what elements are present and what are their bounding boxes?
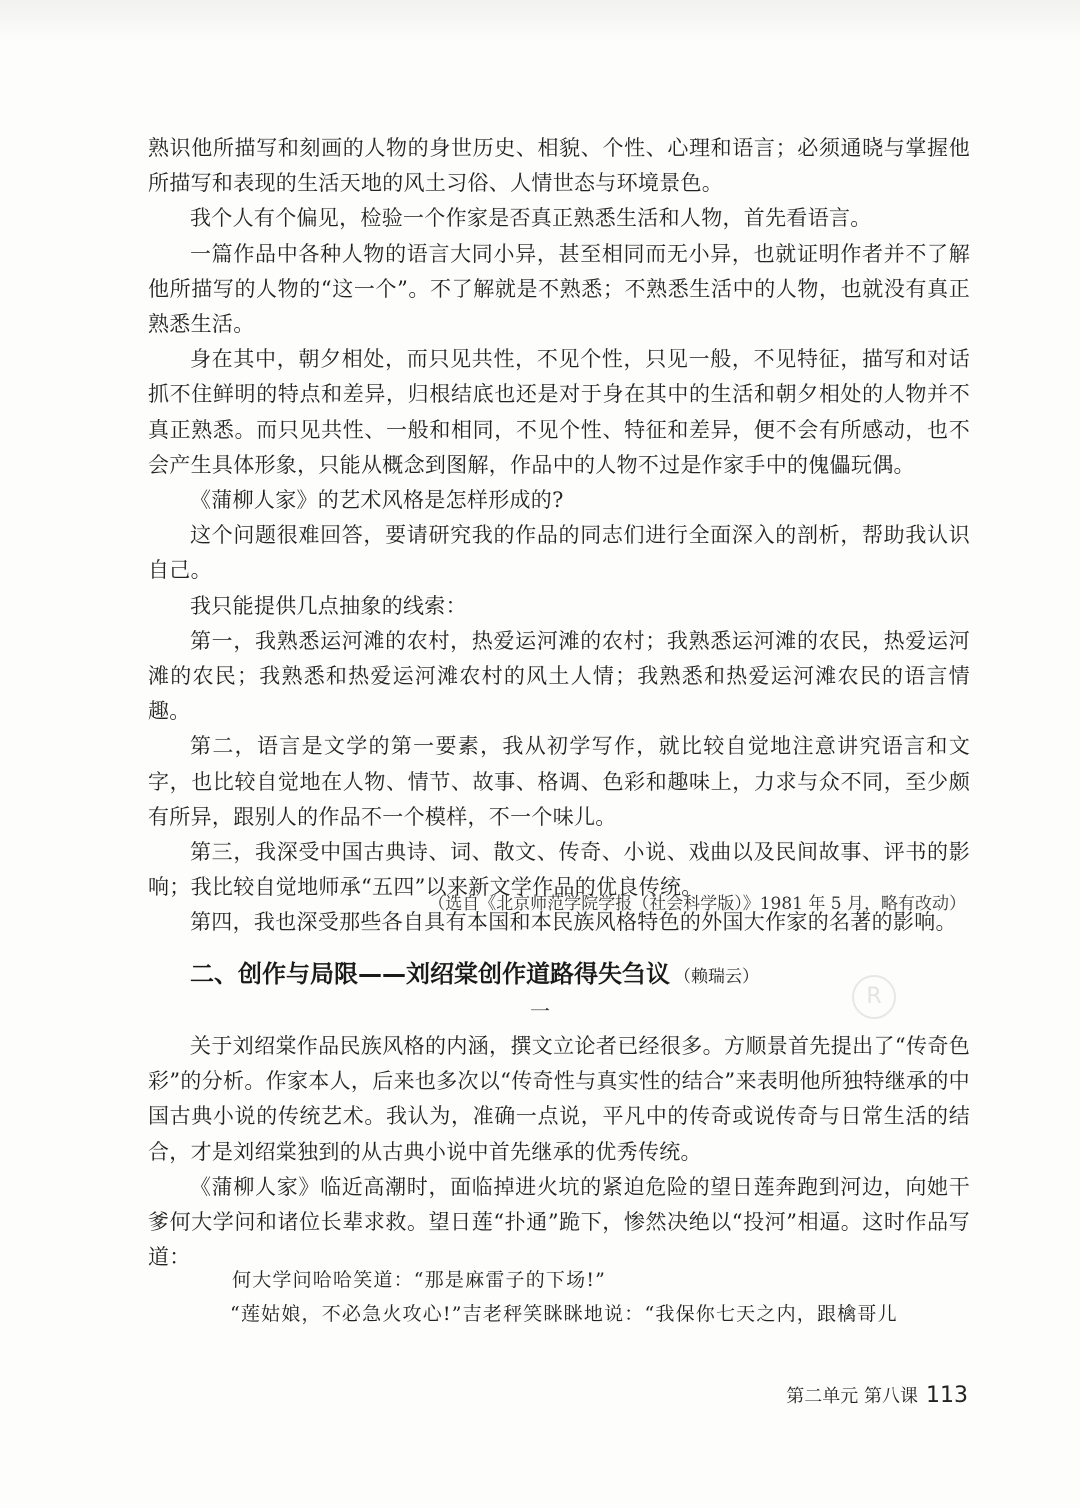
quote-line: “莲姑娘，不必急火攻心!”吉老秤笑眯眯地说：“我保你七天之内，跟檎哥儿 (230, 1303, 898, 1325)
unit-lesson-label: 第二单元 第八课 (786, 1386, 918, 1407)
paragraph: 这个问题很难回答，要请研究我的作品的同志们进行全面深入的剖析，帮助我认识自己。 (148, 523, 970, 583)
quote-line: 何大学问哈哈笑道：“那是麻雷子的下场!” (232, 1269, 607, 1291)
paragraph: 《蒲柳人家》的艺术风格是怎样形成的? (190, 488, 564, 513)
paragraph: 一篇作品中各种人物的语言大同小异，甚至相同而无小异，也就证明作者并不了解他所描写的人物的“这一个”。不了解就是不熟悉；不熟悉生活中的人物，也就没有真正熟悉生活。 (148, 241, 970, 337)
paragraph: 《蒲柳人家》临近高潮时，面临掉进火坑的紧迫危险的望日莲奔跑到河边，向她干爹何大学问和诸位长辈求救。望日莲“扑通”跪下，惨然决绝以“投河”相逼。这时作品写道： (148, 1174, 970, 1270)
page-footer (786, 1379, 968, 1414)
paragraph: 关于刘绍棠作品民族风格的内涵，撰文立论者已经很多。方顺景首先提出了“传奇色彩”的分析。作家本人，后来也多次以“传奇性与真实性的结合”来表明他所独特继承的中国古典小说的传统艺术。我认为，准确一点说，平凡中的传奇或说传奇与日常生活的结合，才是刘绍棠独到的从古典小说中首先继承的优秀传统。 (148, 1034, 970, 1164)
source-note: （选自《北京师范学院学报（社会科学版）》1981 年 5 月，略有改动） (428, 894, 966, 914)
paragraph: 第三，我深受中国古典诗、词、散文、传奇、小说、戏曲以及民间故事、评书的影响；我比较自觉地师承“五四”以来新文学作品的优良传统。 (148, 840, 970, 900)
section-title: 二、创作与局限——刘绍棠创作道路得失刍议 (190, 960, 670, 988)
paragraph: 熟识他所描写和刻画的人物的身世历史、相貌、个性、心理和语言；必须通晓与掌握他所描写和表现的生活天地的风土习俗、人情世态与环境景色。 (148, 136, 970, 196)
page-number: 113 (926, 1383, 968, 1408)
body-text-part1 (148, 131, 970, 941)
quoted-excerpt (232, 1263, 972, 1331)
registered-watermark-icon: R (852, 975, 896, 1019)
page-top-shadow (0, 0, 1080, 40)
paragraph: 身在其中，朝夕相处，而只见共性，不见个性，只见一般，不见特征，描写和对话抓不住鲜明的特点和差异，归根结底也还是对于身在其中的生活和朝夕相处的人物并不真正熟悉。而只见共性、一般和相同，不见个性、特征和差异，便不会有所感动，也不会产生具体形象，只能从概念到图解，作品中的人物不过是作家手中的傀儡玩偶。 (148, 347, 970, 477)
paragraph: 第二，语言是文学的第一要素，我从初学写作，就比较自觉地注意讲究语言和文字，也比较自觉地在人物、情节、故事、格调、色彩和趣味上，力求与众不同，至少颇有所异，跟别人的作品不一个模样，不一个味儿。 (148, 734, 970, 829)
paragraph: 第一，我熟悉运河滩的农村，热爱运河滩的农村；我熟悉运河滩的农民，热爱运河滩的农民；我熟悉和热爱运河滩农村的风土人情；我熟悉和热爱运河滩农民的语言情趣。 (148, 628, 970, 724)
section-author: （赖瑞云） (674, 967, 759, 987)
paragraph: 我只能提供几点抽象的线索： (190, 593, 467, 618)
section-number: 一 (530, 999, 550, 1023)
body-text-part2 (148, 1029, 970, 1275)
paragraph: 我个人有个偏见，检验一个作家是否真正熟悉生活和人物，首先看语言。 (190, 206, 872, 231)
paragraph: 第四，我也深受那些各自具有本国和本民族风格特色的外国大作家的名著的影响。 (190, 910, 957, 935)
